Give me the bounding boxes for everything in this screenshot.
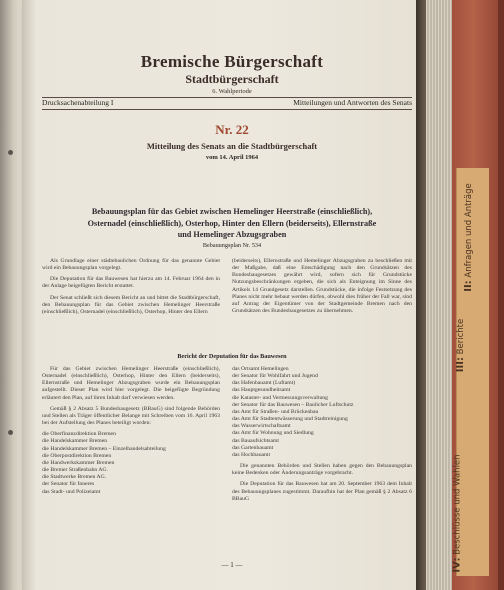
list-item: die Oberfinanzdirektion Bremen bbox=[42, 431, 116, 438]
list-item: die Handwerkskammer Bremen bbox=[42, 459, 115, 466]
report-paragraph: Die genannten Behörden und Stellen haben gegen den Bebauungsplan keine Bedenken oder Änderungsanträge vorgebracht. bbox=[232, 463, 412, 477]
list-item: das Gartenbauamt bbox=[232, 444, 274, 451]
plan-heading-line: und Hemelinger Abzugsgraben bbox=[177, 230, 287, 239]
list-item: die Handelskammer Bremen – Einzelhandelsabteilung bbox=[42, 445, 166, 452]
list-item: der Senator für das Bauwesen – Baulicher Luftschutz bbox=[232, 401, 354, 408]
list-item: das Amt für Stadtentwässerung und Stadtreinigung bbox=[232, 416, 348, 423]
binder-spine bbox=[416, 0, 504, 590]
stacked-pages bbox=[426, 0, 452, 590]
tab-text-upper: Anfragen und Anträge bbox=[463, 183, 474, 278]
plan-heading-line: Bebauungsplan für das Gebiet zwischen Hemelinger Heerstraße (einschließlich), bbox=[91, 207, 373, 216]
list-item: der Senator für Wohlfahrt und Jugend bbox=[232, 373, 318, 380]
page-title: Bremische Bürgerschaft bbox=[140, 52, 324, 71]
tab-label-lower bbox=[452, 454, 463, 572]
report-paragraph: Gemäß § 2 Absatz 5 Bundesbaugesetz (BBauG) sind folgende Behörden und Stellen als Träger öffentlicher Belange mit Schreiben vom 16. April 1963 bei der Aufstellung des Planes beteiligt worden: bbox=[42, 405, 220, 427]
intro-paragraph: Als Grundlage einer städtebaulichen Ordnung für das genannte Gebiet wird ein Bebauungsplan vorgelegt. bbox=[42, 258, 220, 272]
division-left: Drucksachenabteilung I bbox=[42, 98, 114, 107]
report-paragraph: Für das Gebiet zwischen Hemelinger Heerstraße (einschließlich), Osternadel (einschließlich), Osterhop, Hinter den Ellern (beiderseits), Ellernstraße und Hemelinger Abzugsgraben wurde ein Bebauungsplan aufgestellt. Dieser Plan wird hier vorgelegt. Die beigefügte Begründung erläutert den Plan, auf ihren Inhalt darf verwiesen werden. bbox=[42, 366, 220, 401]
list-item: das Amt für Wohnung und Siedlung bbox=[232, 430, 314, 437]
document-heading: Mitteilung des Senats an die Stadtbürgerschaft bbox=[146, 141, 318, 151]
tab-number-middle: III: bbox=[455, 357, 467, 373]
division-right: Mitteilungen und Antworten des Senats bbox=[293, 98, 412, 107]
page-subtitle: Stadtbürgerschaft bbox=[185, 72, 279, 86]
tab-text-lower: Beschlüsse und Wahlen bbox=[452, 454, 463, 555]
report-paragraph: Die Deputation für das Bauwesen hat am 20. September 1963 dem Inhalt des Bebauungsplanes zugestimmt. Daraufhin hat der Plan gemäß § 2 Absatz 6 BBauG bbox=[232, 481, 412, 502]
previous-page-edge bbox=[0, 0, 24, 590]
list-item: die Handelskammer Bremen bbox=[42, 438, 108, 445]
bottom-rule bbox=[42, 109, 412, 110]
plan-number: Bebauungsplan Nr. 534 bbox=[202, 242, 262, 249]
legislative-period: 6. Wahlperiode bbox=[212, 88, 252, 95]
list-item: das Amt für Straßen- und Brückenbau bbox=[232, 408, 319, 415]
authority-list-left bbox=[42, 431, 220, 495]
intro-paragraph: Die Deputation für das Bauwesen hat hierzu am 14. Februar 1964 den in der Anlage beigefügten Bericht erstattet. bbox=[42, 276, 220, 290]
intro-left-column bbox=[42, 258, 220, 320]
list-item: das Ortsamt Hemelingen bbox=[232, 366, 289, 372]
intro-paragraph: (beiderseits), Ellernstraße und Hemelinger Abzugsgraben zu beschließen mit der Maßgabe, daß eine Entschädigung nach den Grundsätzen des Bundesbaugesetzes gewährt wird, sofern sich für Grundstücke Nutzungsbeschränkungen ergeben, die sich als Enteignung im Sinne des Artikels 14 Grundgesetz darstellen. Grundstücke, die infolge Festsetzung des Planes nicht mehr bebaut werden dürfen, obwohl dies früher der Fall war, sind auf Antrag der Eigentümer von der Stadtgemeinde Bremen nach den Grundsätzen des Bundesbaugesetzes zu übernehmen. bbox=[232, 258, 412, 315]
list-item: das Wasserwirtschaftsamt bbox=[232, 423, 291, 430]
page-number: — 1 — bbox=[221, 561, 243, 569]
list-item: das Bauaufsichtsamt bbox=[232, 437, 279, 444]
plan-heading bbox=[52, 206, 412, 241]
document-date: vom 14. April 1964 bbox=[205, 154, 259, 161]
document-number: Nr. 22 bbox=[215, 122, 249, 137]
tab-label-upper bbox=[463, 183, 474, 292]
report-heading: Bericht der Deputation für das Bauwesen bbox=[177, 353, 287, 360]
list-item: die Bremer Straßenbahn AG. bbox=[42, 467, 109, 474]
list-item: das Stadt- und Polizeiamt bbox=[42, 488, 101, 495]
list-item: die Oberpostdirektion Bremen bbox=[42, 452, 112, 459]
document-page bbox=[22, 0, 416, 590]
report-right-column bbox=[232, 366, 412, 507]
tab-number-lower: IV: bbox=[451, 557, 463, 573]
list-item: der Senator für Inneres bbox=[42, 481, 95, 488]
tab-text-middle: Berichte bbox=[456, 318, 467, 355]
intro-right-column bbox=[232, 258, 412, 319]
intro-paragraph: Der Senat schließt sich diesem Bericht an und bittet die Stadtbürgerschaft, den Bebauungsplan für das Gebiet zwischen Hemelinger Heerstraße (einschließlich), Osternadel (einschließlich), Osterhop, Hinter den Ellern bbox=[42, 294, 220, 315]
list-item: die Kataster- und Vermessungsverwaltung bbox=[232, 394, 328, 401]
report-left-column bbox=[42, 366, 220, 496]
list-item: das Hauptgesundheitsamt bbox=[232, 387, 291, 394]
list-item: die Stadtwerke Bremen AG. bbox=[42, 474, 107, 481]
list-item: das Hochbauamt bbox=[232, 451, 271, 458]
list-item: das Hafenbauamt (Luftamt) bbox=[232, 380, 296, 387]
tab-label-middle bbox=[455, 319, 466, 372]
plan-heading-line: Osternadel (einschließlich), Osterhop, Hinter den Ellern (beiderseits), Ellernstraße bbox=[87, 218, 377, 228]
tab-number-upper: II: bbox=[462, 280, 474, 292]
authority-list-right bbox=[232, 366, 412, 459]
